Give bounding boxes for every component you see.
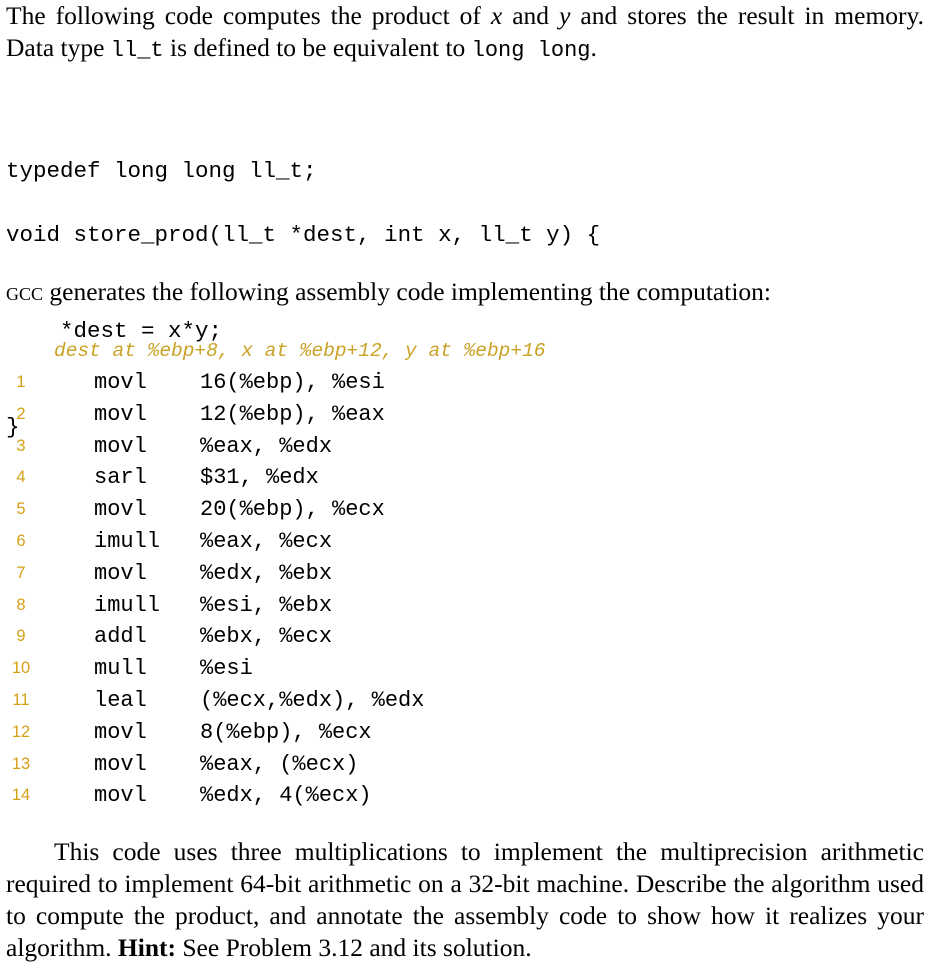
instruction-opcode: movl — [94, 497, 147, 523]
line-number: 6 — [16, 531, 26, 550]
instruction-opcode: movl — [94, 560, 147, 586]
instruction-opcode: imull — [94, 528, 161, 554]
instruction-opcode: movl — [94, 783, 147, 809]
line-number: 5 — [16, 500, 26, 519]
type-name: ll_t — [110, 38, 164, 63]
intro-text: is defined to be equivalent to — [163, 33, 472, 62]
outro-paragraph — [6, 836, 924, 964]
line-number: 10 — [11, 659, 31, 678]
instruction-opcode: sarl — [94, 465, 147, 491]
code-line-close: } — [6, 414, 20, 440]
line-number: 11 — [12, 690, 30, 709]
line-number: 3 — [16, 436, 26, 455]
instruction-operands: %eax, %ecx — [200, 528, 333, 554]
instruction-operands: 12(%ebp), %eax — [200, 401, 385, 427]
line-number: 2 — [16, 404, 26, 423]
line-number: 4 — [16, 468, 26, 487]
instruction-opcode: imull — [94, 592, 161, 618]
instruction-opcode: movl — [94, 719, 147, 745]
instruction-operands: (%ecx,%edx), %edx — [200, 687, 425, 713]
hint-label: Hint: — [117, 933, 176, 962]
line-number: 12 — [11, 722, 31, 741]
intro-text: The following code computes the product of — [6, 1, 491, 30]
instruction-operands: %edx, 4(%ecx) — [200, 783, 372, 809]
outro-text — [6, 836, 924, 964]
line-number: 8 — [16, 595, 26, 614]
instruction-operands: %ebx, %ecx — [200, 624, 333, 650]
var-y: y — [559, 1, 571, 30]
gcc-label: gcc — [6, 277, 44, 306]
intro-text: . — [590, 33, 597, 62]
instruction-operands: 8(%ebp), %ecx — [200, 719, 372, 745]
intro-text: and stores the result in memory. Data type — [6, 1, 924, 62]
line-number: 13 — [11, 754, 31, 773]
instruction-operands: 16(%ebp), %esi — [200, 370, 385, 395]
instruction-opcode: mull — [94, 656, 147, 682]
line-number: 7 — [16, 563, 26, 582]
assembly-annotation: dest at %ebp+8, x at %ebp+12, y at %ebp+16 — [54, 340, 546, 362]
instruction-operands: %edx, %ebx — [200, 560, 333, 586]
line-number: 1 — [16, 373, 26, 391]
instruction-operands: %eax, %edx — [200, 433, 333, 459]
instruction-operands: %esi — [200, 656, 253, 682]
line-number: 9 — [16, 627, 26, 646]
code-line-typedef: typedef long long ll_t; — [6, 158, 317, 184]
intro-paragraph — [6, 0, 924, 67]
code-line-body: *dest = x*y; — [6, 318, 223, 344]
instruction-opcode: leal — [94, 687, 147, 713]
line-number: 14 — [11, 786, 31, 805]
gcc-sentence-text: generates the following assembly code implementing the computation: — [43, 277, 771, 306]
instruction-operands: %eax, (%ecx) — [200, 751, 359, 777]
code-line-signature: void store_prod(ll_t *dest, int x, ll_t y) { — [6, 222, 601, 248]
instruction-operands: 20(%ebp), %ecx — [200, 497, 385, 523]
instruction-opcode: movl — [94, 401, 147, 427]
instruction-operands: $31, %edx — [200, 465, 319, 491]
type-definition: long long — [471, 38, 591, 63]
gcc-sentence — [6, 276, 771, 308]
outro-body-text: This code uses three multiplications to implement the multiprecision arithmetic required to implement 64-bit arithmetic on a 32-bit machine. Describe the algorithm used to compute the product, and annotate the assembly code to show how it realizes your algorithm. — [6, 837, 924, 962]
outro-hint-text: See Problem 3.12 and its solution. — [176, 933, 532, 962]
instruction-opcode: movl — [94, 370, 147, 395]
instruction-operands: %esi, %ebx — [200, 592, 333, 618]
instruction-opcode: movl — [94, 751, 147, 777]
instruction-opcode: addl — [94, 624, 147, 650]
var-x: x — [490, 1, 503, 30]
instruction-opcode: movl — [94, 433, 147, 459]
intro-text: and — [502, 1, 560, 30]
